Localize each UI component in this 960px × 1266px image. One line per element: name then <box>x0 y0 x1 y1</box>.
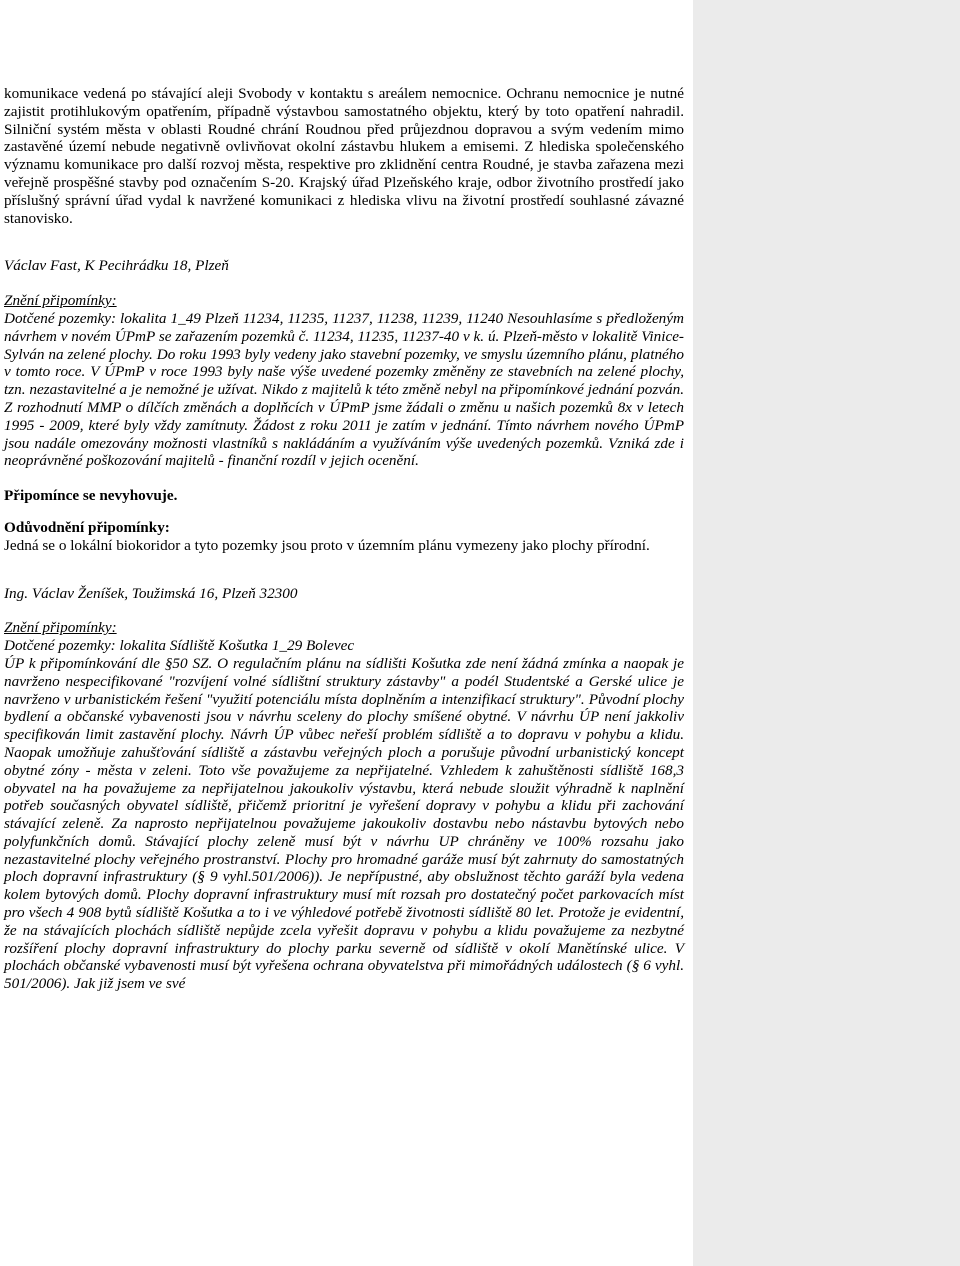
comment1-wording-label: Znění připomínky: <box>4 292 117 310</box>
comment-margin-panel <box>693 0 960 1266</box>
comment2-author: Ing. Václav Ženíšek, Toužimská 16, Plzeň 32300 <box>4 584 298 602</box>
comment2-wording-text: ÚP k připomínkování dle §50 SZ. O regulačním plánu na sídlišti Košutka zde není žádná zmínka a naopak je navrženo nespecifikované "rozvíjení volné sídlištní struktury zástavby" a podél Studentské a Gerské ulice je navrženo v urbanistickém řešení "využití potenciálu místa doplněním a intenzifikací struktury". Původní plochy bydlení a občanské vybavenosti jsou v návrhu sceleny do plochy smíšené obytné. V návrhu ÚP není jakkoliv specifikován limit zastavění plochy. Návrh ÚP vůbec neřeší problém sídliště a to dopravu v pohybu a klidu. Naopak umožňuje zahušťování sídliště a zástavbu veřejných ploch a porušuje původní urbanistický koncept obytné zóny - města v zeleni. Toto vše považujeme za nepřijatelné. Vzhledem k zahuštěnosti sídliště 168,3 obyvatel na ha považujeme za nepřijatelnou jakoukoliv výstavbu, která nebude sloužit výhradně k naplnění potřeb současných obyvatel sídliště, přičemž prioritní je vyřešení dopravy v pohybu a klidu při zachování stávající zeleně. Za naprosto nepřijatelnou považujeme jakoukoliv dostavbu nebo nástavbu bytových nebo polyfunkčních domů. Stávající plochy zeleně musí být v návrhu UP chráněny ve 100% rozsahu jako nezastavitelné plochy veřejného prostranství. Plochy pro hromadné garáže musí být zahrnuty do samostatných ploch dopravní infrastruktury (§ 9 vyhl.501/2006)). Je nepřípustné, aby obslužnost těchto garáží byla vedena kolem bytových domů. Plochy dopravní infrastruktury musí mít rozsah pro dostatečný počet parkovacích míst pro všech 4 908 bytů sídliště Košutka a to i ve výhledové potřebě životnosti sídliště 80 let. Protože je evidentní, že na stávajících plochách sídliště nepůjde zcela vyřešit dopravu v pohybu a klidu považujeme za nezbytné rozšíření plochy dopravní infrastruktury do plochy parku severně od sídliště v okolí Manětínské ulice. V plochách občanské vybavenosti musí být vyřešena ochrana obyvatelstva při mimořádných událostech (§ 6 vyhl. 501/2006). Jak již jsem ve své <box>4 654 684 993</box>
comment1-author: Václav Fast, K Pecihrádku 18, Plzeň <box>4 257 229 275</box>
comment1-justification-label: Odůvodnění připomínky: <box>4 518 170 536</box>
intro-paragraph: komunikace vedená po stávající aleji Svobody v kontaktu s areálem nemocnice. Ochranu nemocnice je nutné zajistit protihlukovým opatřením, případně výstavbou samostatného objektu, který by toto opatření nahradil. Silniční systém města v oblasti Roudné chrání Roudnou před průjezdnou dopravou a svým vedením mimo zastavěné území nebude negativně ovlivňovat okolní zástavbu hlukem a emisemi. Z hlediska společenského významu komunikace pro další rozvoj města, respektive pro zklidnění centra Roudné, je stavba zařazena mezi veřejně prospěšné stavby pod označením S-20. Krajský úřad Plzeňského kraje, odbor životního prostředí jako příslušný správní úřad vydal k navržené komunikaci z hlediska vlivu na životní prostředí souhlasné závazné stanovisko. <box>4 85 684 227</box>
comment1-justification-text: Jedná se o lokální biokoridor a tyto pozemky jsou proto v územním plánu vymezeny jako plochy přírodní. <box>4 536 650 554</box>
comment2-affected-land: Dotčené pozemky: lokalita Sídliště Košutka 1_29 Bolevec <box>4 637 355 655</box>
document-body <box>4 85 684 993</box>
comment1-verdict: Připomínce se nevyhovuje. <box>4 487 178 505</box>
comment2-wording-label: Znění připomínky: <box>4 619 117 637</box>
comment1-wording-text: Dotčené pozemky: lokalita 1_49 Plzeň 11234, 11235, 11237, 11238, 11239, 11240 Nesouhlasíme s předloženým návrhem v novém ÚPmP se zařazením pozemků č. 11234, 11235, 11237-40 v k. ú. Plzeň-město v lokalitě Vinice-Sylván na zelené plochy. Do roku 1993 byly vedeny jako stavební pozemky, ve smyslu územního plánu, platného v tomto roce. V ÚPmP v roce 1993 byly naše výše uvedené pozemky změněny ze stavebních na zelené plochy, tzn. nezastavitelné a je nemožné je užívat. Nikdo z majitelů k této změně nebyl na připomínkové jednání pozván. Z rozhodnutí MMP o dílčích změnách a doplňcích v ÚPmP jsme žádali o změnu u našich pozemků 8x v letech 1995 - 2009, které byly vždy zamítnuty. Žádost z roku 2011 je zatím v jednání. Tímto návrhem nového ÚPmP jsou nadále omezovány možnosti vlastníků s nakládáním a využíváním výše uvedených pozemků. Vzniká zde i neoprávněné poškozování majitelů - finanční rozdíl v jejich ocenění. <box>4 309 684 470</box>
